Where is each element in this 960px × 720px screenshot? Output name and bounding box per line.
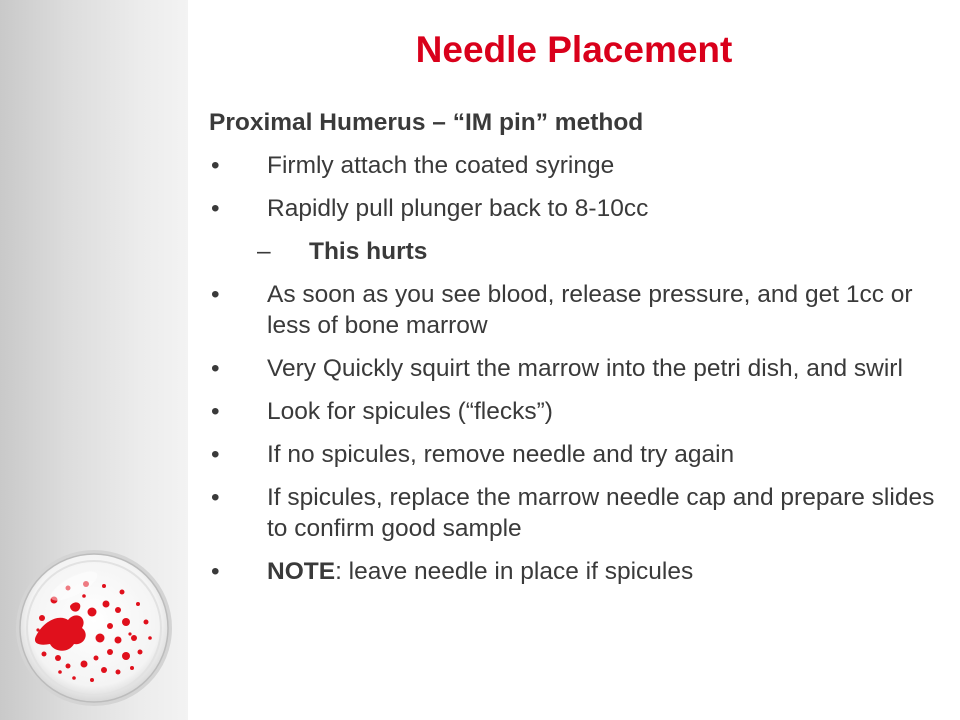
dash-marker: – bbox=[257, 238, 271, 265]
list-item-text: Look for spicules (“flecks”) bbox=[267, 398, 553, 425]
slide-title: Needle Placement bbox=[415, 29, 733, 70]
list-item bbox=[209, 187, 949, 230]
slide-body bbox=[209, 101, 949, 593]
sidebar-panel bbox=[0, 0, 188, 720]
list-item-text: Rapidly pull plunger back to 8-10cc bbox=[267, 195, 649, 222]
bullet-marker: • bbox=[211, 484, 220, 511]
sub-list-item bbox=[209, 230, 949, 273]
bullet-marker: • bbox=[211, 355, 220, 382]
note-label: NOTE bbox=[267, 558, 336, 585]
list-item-note bbox=[209, 550, 949, 593]
list-item-text: As soon as you see blood, release pressure, and get 1cc or less of bone marrow bbox=[267, 281, 913, 339]
list-item-text: If spicules, replace the marrow needle cap and prepare slides to confirm good sample bbox=[267, 484, 935, 542]
list-item-text: If no spicules, remove needle and try again bbox=[267, 441, 735, 468]
bullet-marker: • bbox=[211, 281, 220, 308]
bullet-list bbox=[209, 144, 949, 593]
petri-dish-icon bbox=[14, 548, 174, 708]
list-item-text: Very Quickly squirt the marrow into the petri dish, and swirl bbox=[267, 355, 903, 382]
note-text: : leave needle in place if spicules bbox=[335, 558, 694, 585]
list-item bbox=[209, 273, 949, 347]
list-item bbox=[209, 347, 949, 390]
bullet-marker: • bbox=[211, 441, 220, 468]
list-item-text: Firmly attach the coated syringe bbox=[267, 152, 615, 179]
sub-list-item-text: This hurts bbox=[309, 238, 428, 265]
bullet-marker: • bbox=[211, 152, 220, 179]
bullet-marker: • bbox=[211, 558, 220, 585]
list-item bbox=[209, 390, 949, 433]
bullet-marker: • bbox=[211, 195, 220, 222]
list-item bbox=[209, 476, 949, 550]
subheading: Proximal Humerus – “IM pin” method bbox=[209, 109, 644, 136]
bullet-marker: • bbox=[211, 398, 220, 425]
list-item bbox=[209, 144, 949, 187]
list-item bbox=[209, 433, 949, 476]
